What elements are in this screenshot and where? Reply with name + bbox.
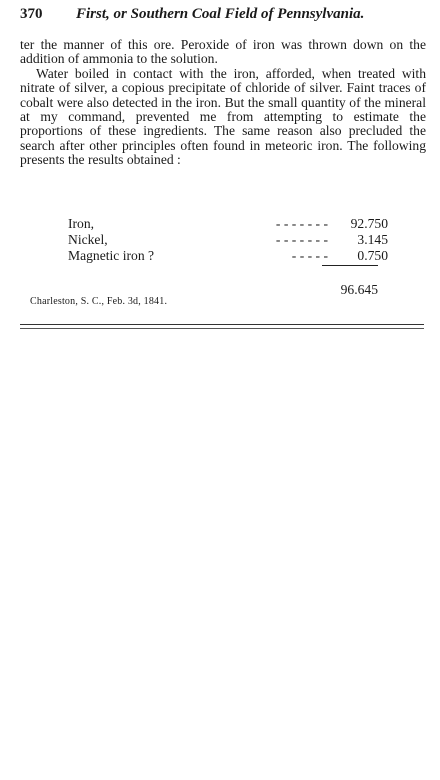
- results-row: [68, 216, 388, 232]
- running-title: First, or Southern Coal Field of Pennsylvania.: [76, 6, 365, 22]
- result-value: 3.145: [357, 232, 388, 247]
- results-row: [68, 248, 388, 264]
- result-label: Magnetic iron ?: [68, 248, 155, 263]
- section-rule: [20, 324, 424, 325]
- results-total: 96.645: [340, 282, 378, 297]
- leader-dots: - - - - - - -: [275, 232, 328, 247]
- body-text: [20, 38, 426, 168]
- leader-dots: - - - - - - -: [275, 216, 328, 231]
- result-value: 92.750: [350, 216, 388, 231]
- result-value: 0.750: [357, 248, 388, 263]
- leader-dots: - - - - -: [291, 248, 328, 263]
- results-row: [68, 232, 388, 248]
- running-head: [20, 6, 422, 30]
- sum-rule: [322, 265, 378, 266]
- dateline: Charleston, S. C., Feb. 3d, 1841.: [30, 296, 168, 307]
- paragraph-water-test: Water boiled in contact with the iron, afforded, when treated with nitrate of silver, a copious precipitate of chloride of silver. Faint traces of cobalt were also detected in the iron. But the small quantity of the mineral at my command, prevented me from attempting to estimate the proportions of these ingredients. The same reason also precluded the search after other principles often found in meteoric iron. The following presents the results obtained :: [20, 65, 426, 168]
- results-table: [68, 216, 388, 264]
- page-number: 370: [20, 6, 43, 22]
- paragraph-continuation: ter the manner of this ore. Peroxide of iron was thrown down on the addition of ammonia to the solution.: [20, 37, 426, 67]
- result-label: Iron,: [68, 216, 95, 231]
- result-label: Nickel,: [68, 232, 108, 247]
- section-rule-secondary: [20, 328, 424, 329]
